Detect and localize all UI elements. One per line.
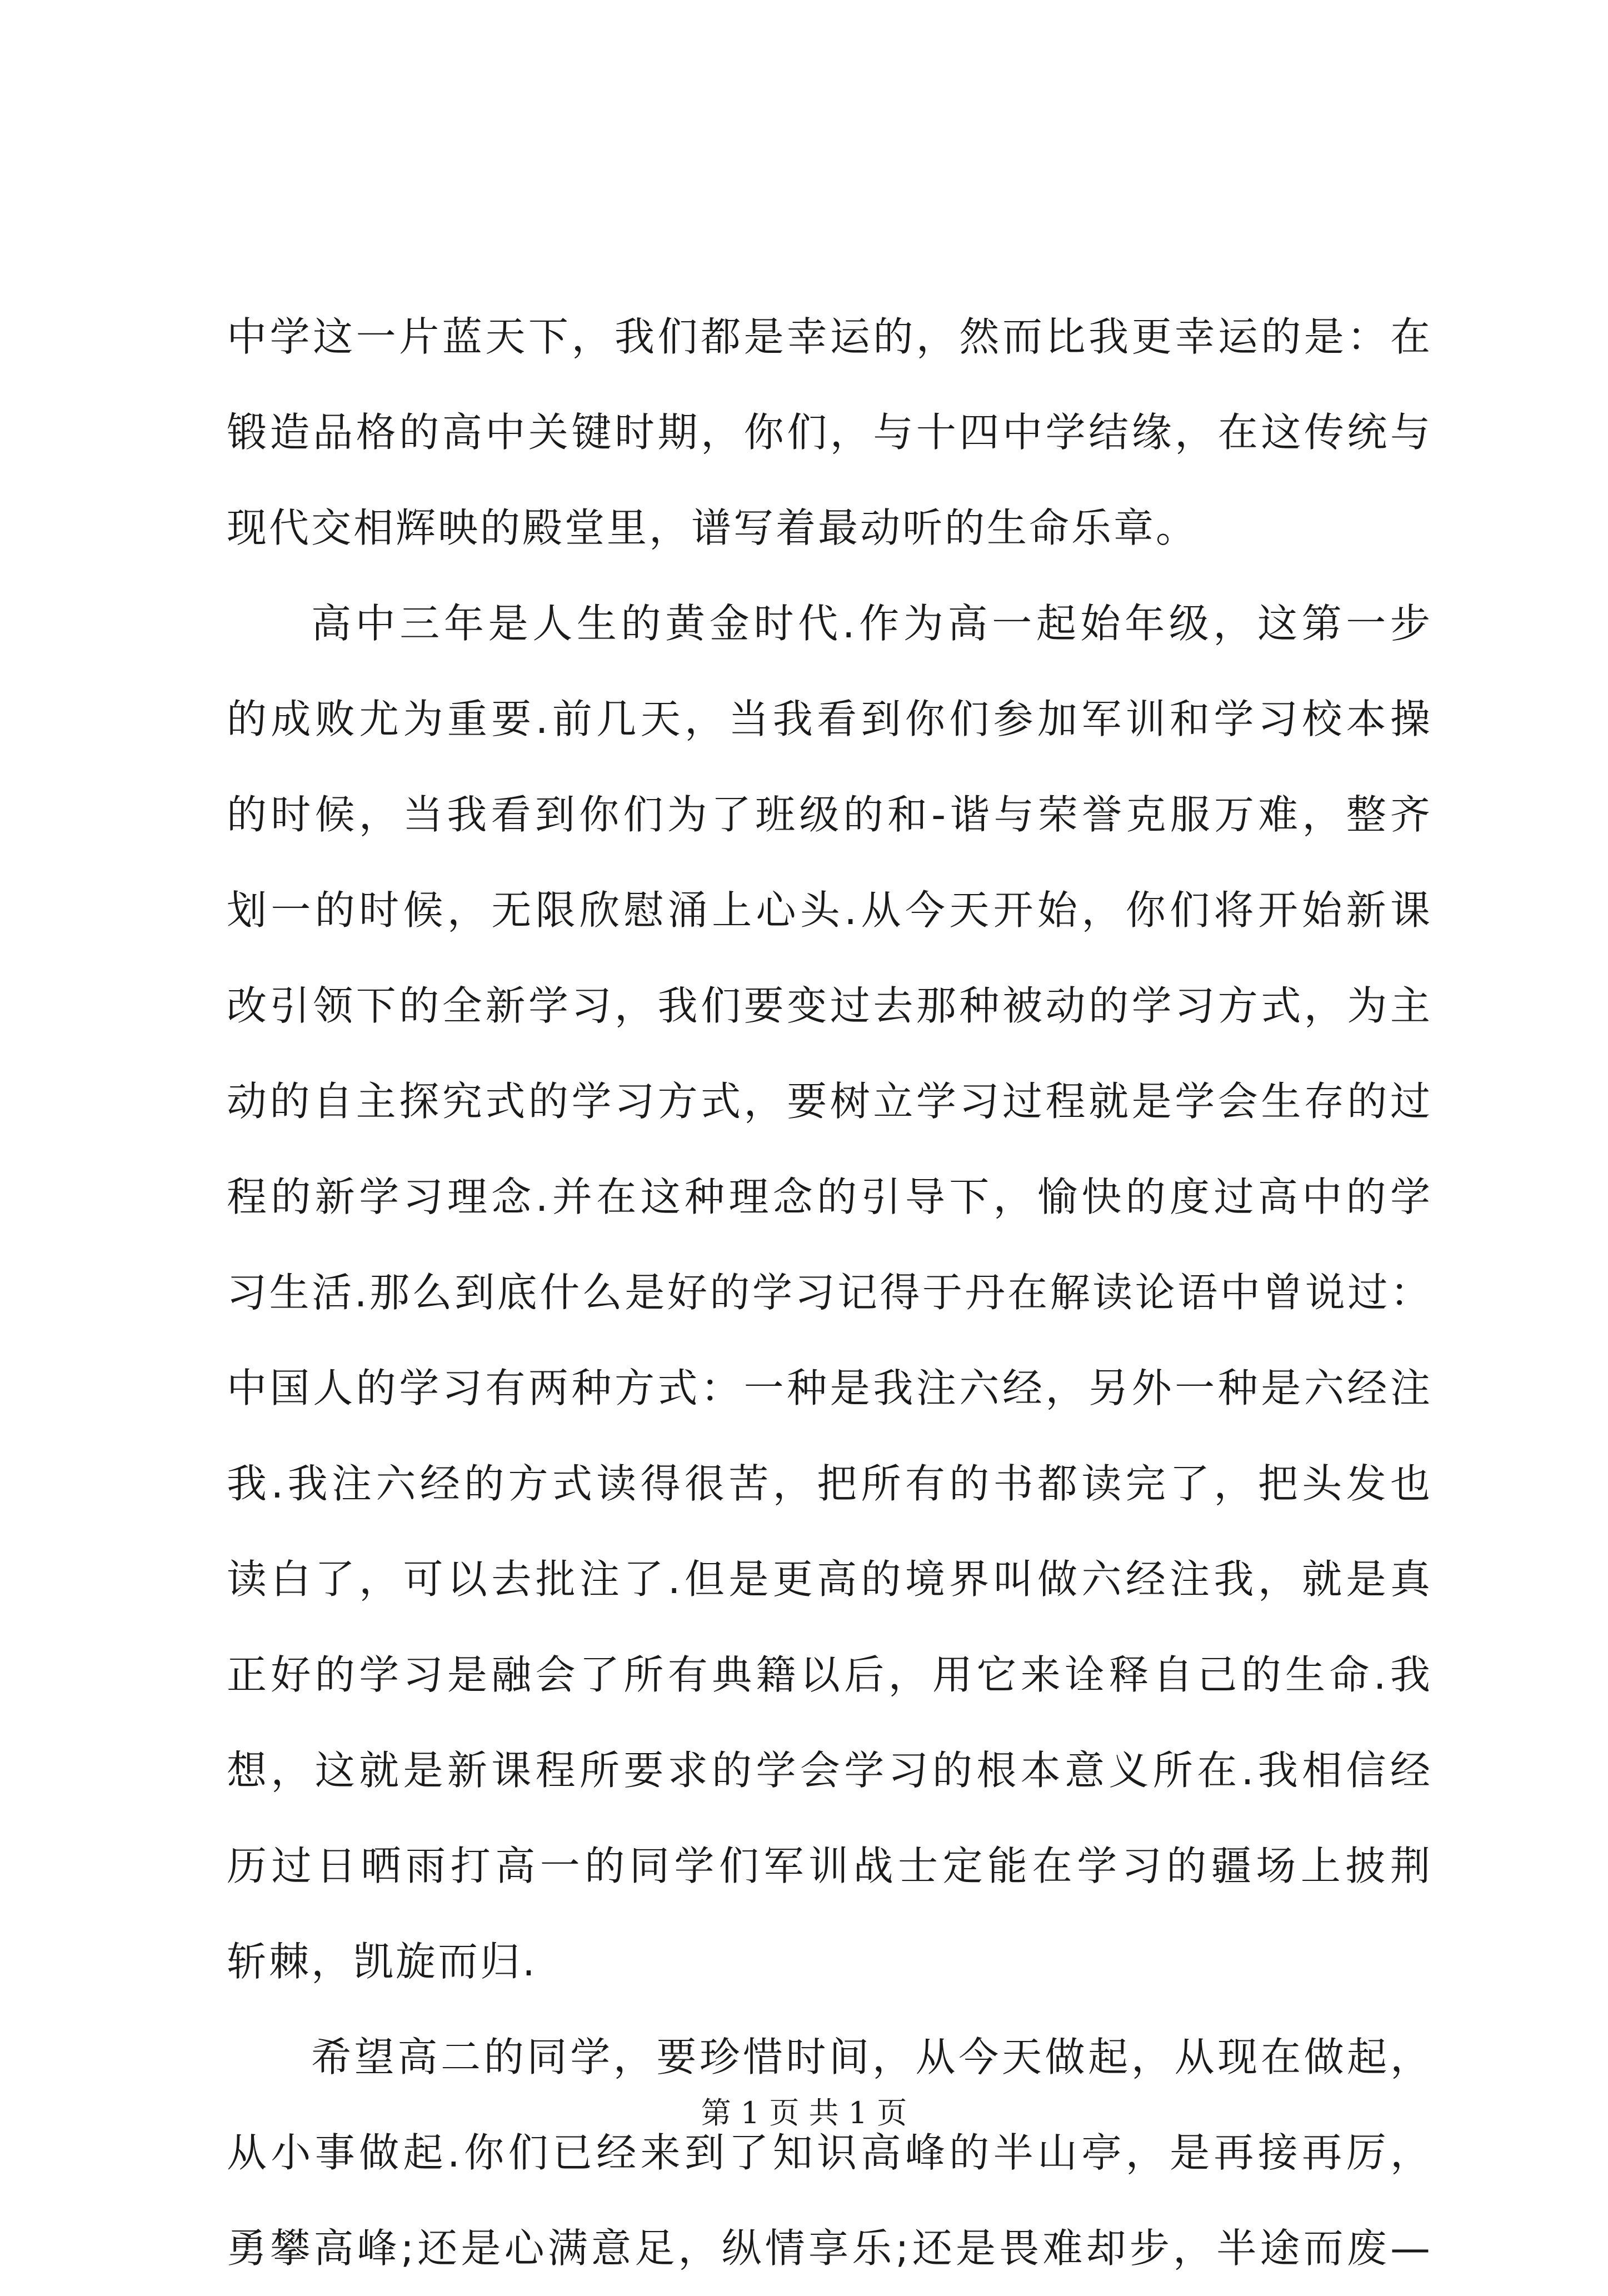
text-line: 希望高二的同学，要珍惜时间，从今天做起，从现在做起， bbox=[311, 2034, 1432, 2080]
text-line: 正好的学习是融会了所有典籍以后，用它来诠释自己的生命.我 bbox=[227, 1651, 1432, 1698]
text-line: 划一的时候，无限欣慰涌上心头.从今天开始，你们将开始新课 bbox=[227, 887, 1432, 934]
paragraph bbox=[227, 289, 1432, 576]
text-line: 想，这就是新课程所要求的学会学习的根本意义所在.我相信经 bbox=[227, 1747, 1432, 1794]
text-line: 读白了，可以去批注了.但是更高的境界叫做六经注我，就是真 bbox=[227, 1556, 1432, 1603]
paragraph bbox=[227, 576, 1432, 2009]
text-line: 习生活.那么到底什么是好的学习记得于丹在解读论语中曾说过： bbox=[227, 1269, 1432, 1316]
text-line: 中国人的学习有两种方式：一种是我注六经，另外一种是六经注 bbox=[227, 1365, 1432, 1411]
text-line: 现代交相辉映的殿堂里，谱写着最动听的生命乐章。 bbox=[227, 505, 1198, 551]
paragraph bbox=[227, 2009, 1432, 2296]
text-line: 我.我注六经的方式读得很苦，把所有的书都读完了，把头发也 bbox=[227, 1460, 1432, 1507]
text-line: 从小事做起.你们已经来到了知识高峰的半山亭，是再接再厉， bbox=[227, 2129, 1432, 2176]
text-line: 的成败尤为重要.前几天，当我看到你们参加军训和学习校本操 bbox=[227, 696, 1432, 742]
text-line: 历过日晒雨打高一的同学们军训战士定能在学习的疆场上披荆 bbox=[227, 1843, 1432, 1889]
document-body bbox=[227, 289, 1432, 2296]
text-line: 程的新学习理念.并在这种理念的引导下，愉快的度过高中的学 bbox=[227, 1174, 1432, 1220]
text-line: 中学这一片蓝天下，我们都是幸运的，然而比我更幸运的是：在 bbox=[227, 313, 1432, 360]
text-line: 勇攀高峰;还是心满意足，纵情享乐;还是畏难却步，半途而废— bbox=[227, 2225, 1432, 2272]
text-line: 斩棘，凯旋而归. bbox=[227, 1938, 537, 1985]
text-line: 的时候，当我看到你们为了班级的和-谐与荣誉克服万难，整齐 bbox=[227, 791, 1432, 838]
page-footer: 第 1 页 共 1 页 bbox=[701, 2095, 907, 2130]
text-line: 动的自主探究式的学习方式，要树立学习过程就是学会生存的过 bbox=[227, 1078, 1432, 1125]
text-line: 锻造品格的高中关键时期，你们，与十四中学结缘，在这传统与 bbox=[227, 409, 1432, 456]
text-line: 高中三年是人生的黄金时代.作为高一起始年级，这第一步 bbox=[311, 600, 1432, 647]
text-line: 改引领下的全新学习，我们要变过去那种被动的学习方式，为主 bbox=[227, 982, 1432, 1029]
